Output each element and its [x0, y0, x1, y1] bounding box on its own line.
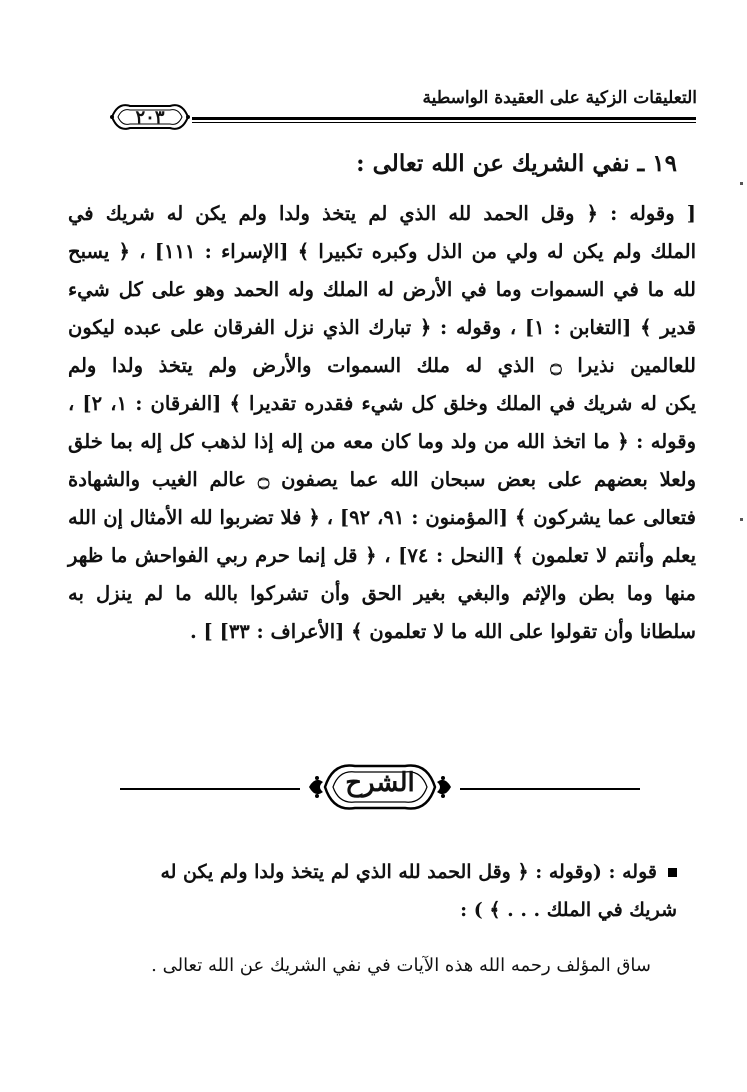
scan-mark	[740, 518, 743, 521]
text-line: يكن له شريك في الملك وخلق كل شيء فقدره تقديرا ﴾ [الفرقان : ١، ٢] ،	[68, 392, 696, 415]
text-line: يعلم وأنتم لا تعلمون ﴾ [النحل : ٧٤] ، ﴿ قل إنما حرم ربي الفواحش ما ظهر	[68, 544, 696, 567]
text-line: الملك ولم يكن له ولي من الذل وكبره تكبيرا ﴾ [الإسراء : ١١١] ، ﴿ يسبح	[68, 240, 697, 263]
commentary-line: شريك في الملك . . . ﴾ ) :	[460, 899, 677, 921]
running-header-title: التعليقات الزكية على العقيدة الواسطية	[422, 88, 697, 108]
bullet-square-icon	[668, 868, 677, 877]
header-rule-thin	[192, 122, 696, 123]
commentary-note: ساق المؤلف رحمه الله هذه الآيات في نفي الشريك عن الله تعالى .	[151, 955, 651, 976]
text-line: ولعلا بعضهم على بعض سبحان الله عما يصفون ۝ عالم الغيب والشهادة	[68, 468, 697, 491]
sharh-label: الشرح	[345, 768, 415, 798]
divider-line-left	[120, 788, 300, 790]
text-line: سلطانا وأن تقولوا على الله ما لا تعلمون ﴾ [الأعراف : ٣٣] ] .	[189, 620, 696, 643]
text-line: [ وقوله : ﴿ وقل الحمد لله الذي لم يتخذ ولدا ولم يكن له شريك في	[68, 202, 696, 225]
page-number: ٢٠٣	[135, 107, 165, 128]
text-line: وقوله : ﴿ ما اتخذ الله من ولد وما كان معه من إله إذا لذهب كل إله بما خلق	[68, 430, 696, 453]
text-line: منها وما بطن والإثم والبغي بغير الحق وأن تشركوا بالله ما لم ينزل به	[68, 582, 696, 605]
commentary-line: قوله : (وقوله : ﴿ وقل الحمد لله الذي لم يتخذ ولدا ولم يكن له	[160, 861, 657, 883]
text-line: فتعالى عما يشركون ﴾ [المؤمنون : ٩١، ٩٢] ، ﴿ فلا تضربوا لله الأمثال إن الله	[68, 506, 697, 529]
text-line: للعالمين نذيرا ۝ الذي له ملك السموات والأرض ولم يتخذ ولدا ولم	[68, 354, 696, 377]
page-number-badge	[108, 98, 192, 136]
section-heading: ١٩ ـ نفي الشريك عن الله تعالى :	[356, 150, 677, 177]
text-line: لله ما في السموات وما في الأرض له الملك وله الحمد وهو على كل شيء	[68, 278, 696, 301]
text-line: قدير ﴾ [التغابن : ١] ، وقوله : ﴿ تبارك الذي نزل الفرقان على عبده ليكون	[68, 316, 696, 339]
header-rule-thick	[192, 117, 696, 120]
scan-mark	[740, 182, 743, 185]
sharh-ornament	[305, 752, 455, 822]
divider-line-right	[460, 788, 640, 790]
